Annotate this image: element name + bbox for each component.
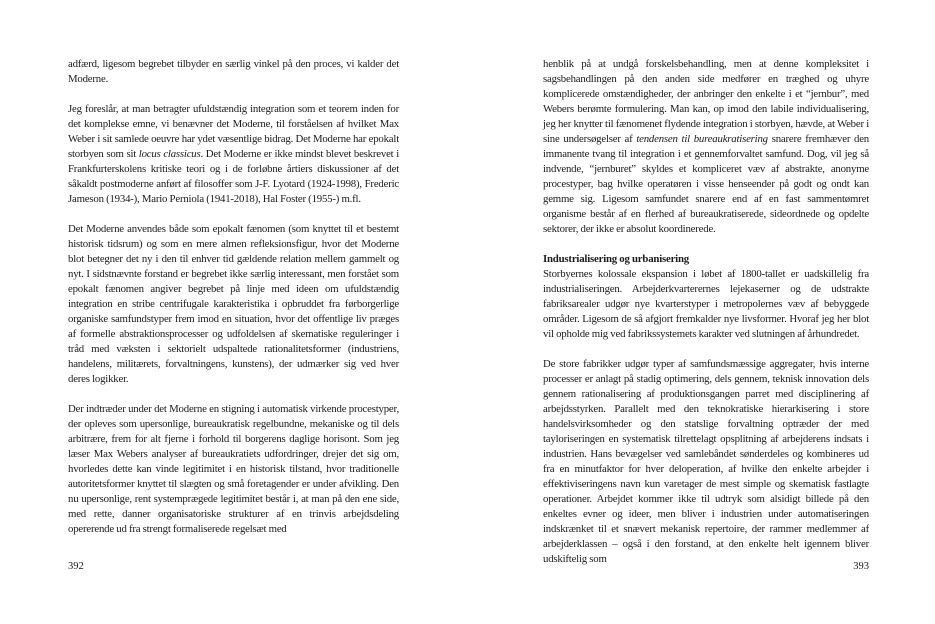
italic-phrase: tendensen til bureaukratisering [636,133,768,145]
paragraph-text: Jeg foreslår, at man betragter ufuldstændig integration som et teorem inden for det komplekse emne, vi benævner det Moderne, til forståelsen af hvilket Max Weber i sit samlede oeuvre har ydet væsentlige bidrag. Det Moderne har epokalt storbyen som sit [68,103,399,160]
paragraph: Det Moderne anvendes både som epokalt fænomen (som knyttet til et bestemt historisk tidsrum) og som en mere almen refleksionsfigur, hvor det Moderne blot betegner det ny i den til enhver tid gældende relation mellem gammelt og nyt. I sidstnævnte forstand er begrebet ikke særlig interessant, men forstået som epokalt fænomen angiver begrebet på linje med ideen om ufuldstændig integration en stribe centrifugale karakteristika i opbruddet fra førborgerlige organiske samfundstyper frem imod en situation, hvor det offentlige liv præges af formelle abstraktionsprocesser og udfoldelsen af skematiske reguleringer i tråd med væksten i sektorielt udspaltede rationalitetsformer (industriens, handelens, militærets, forvaltningens, kunstens), der udmærker sig ved hver deres logikker. [68,223,399,385]
paragraph: Storbyernes kolossale ekspansion i løbet af 1800-tallet er uadskillelig fra industrialiseringen. Arbejderkvarterernes lejekaserner og de udstrakte fabriksarealer udgør nye kvarterstyper i metropolernes væv af bebyggede områder. Ligesom de så afgjort fremkalder nye livsformer. Hvoraf jeg her blot vil opholde mig ved fabrikssystemets karakter ved slutningen af århundredet. [543,268,869,340]
right-page-text-column [543,57,869,567]
paragraph-text: . Det Moderne er ikke mindst blevet beskrevet i Frankfurterskolens kritiske teori og i de forløbne årtiers diskussioner af det såkaldt postmoderne anført af filosoffer som J-F. Lyotard (1924-1998), Frederic Jameson (1934-), Mario Perniola (1941-2018), Hal Foster (1955-) m.fl. [68,148,399,205]
left-page-text-column [68,57,399,537]
paragraph: Der indtræder under det Moderne en stigning i automatisk virkende procestyper, der opleves som upersonlige, bureaukratisk regelbundne, mekaniske og til dels arbitrære, frem for alt fjerne i forhold til borgerens daglige horisont. Som jeg læser Max Webers analyser af bureaukratiets udfordringer, drejer det sig om, hvorledes dette kan vinde legitimitet i en historisk tilstand, hvor traditionelle autoritetsformer knyttet til slægten og små foretagender er under afvikling. Den nu upersonlige, rent systemprægede legitimitet består i, at man på den ene side, med rette, danner organisatoriske strukturer af en trinvis arbejdsdeling opererende ud fra strengt formaliserede regelsæt med [68,403,399,535]
paragraph-text: snarere fremhæver den immanente tvang til integration i et gennemforvaltet samfund. Dog, vil jeg så indvende, “jernburet” skyldes et kompliceret væv af abstrakte, anonyme procestyper, bag hvilke operatøren i visse henseender på godt og ondt kan gemme sig. Ligesom samfundet snarere end af en fast sammentømret organisme består af en flerhed af bureaukratiserede, sideordnede og opdelte sektorer, der ikke er absolut koordinerede. [543,133,870,235]
paragraph: adfærd, ligesom begrebet tilbyder en særlig vinkel på den proces, vi kalder det Moderne. [68,58,399,85]
section-heading: Industrialisering og urbanisering [543,253,689,265]
paragraph: De store fabrikker udgør typer af samfundsmæssige aggregater, hvis interne processer er anlagt på stadig optimering, dels gennem, teknisk innovation dels gennem rationalisering af produktionsgangen parret med disciplinering af arbejdsstyrken. Parallelt med den teknokratiske hierarkisering i store handelsvirksomheder og den statslige forvaltning optræder der med tayloriseringen en systematisk tilrettelagt opsplitning af arbejderens indsats i industrien. Hans bevægelser ved samlebåndet sønderdeles og kombineres ud fra en minutfaktor for hver deloperation, af hvilke den enkelte arbejder i effektiviseringens navn kun varetager de mest simple og skematisk fastlagte operationer. Arbejdet kommer ikke til udtryk som alsidigt billede på den enkeltes evner og ideer, men bliver i industrien under automatiseringen indskrænket til et snævert mekanisk repertoire, der rammer medlemmer af arbejderklassen – også i den forstand, at den enkelte helt igennem bliver udskiftelig som [543,358,869,565]
page-number-right: 393 [853,561,869,572]
paragraph [68,102,399,207]
paragraph [543,57,869,237]
paragraph-text: henblik på at undgå forskelsbehandling, men at denne kompleksitet i sagsbehandlingen på den anden side medfører en træghed og uhyre komplicerede omstændigheder, der anbringer den enkelte i et “jernbur”, med Webers berømte formulering. Man kan, op imod den labile individualisering, jeg her knytter til fænomenet flydende integration i storbyen, hævde, at Weber i sine undersøgelser af [543,58,869,145]
page-number-left: 392 [68,561,84,572]
italic-phrase: locus classicus [138,148,201,160]
